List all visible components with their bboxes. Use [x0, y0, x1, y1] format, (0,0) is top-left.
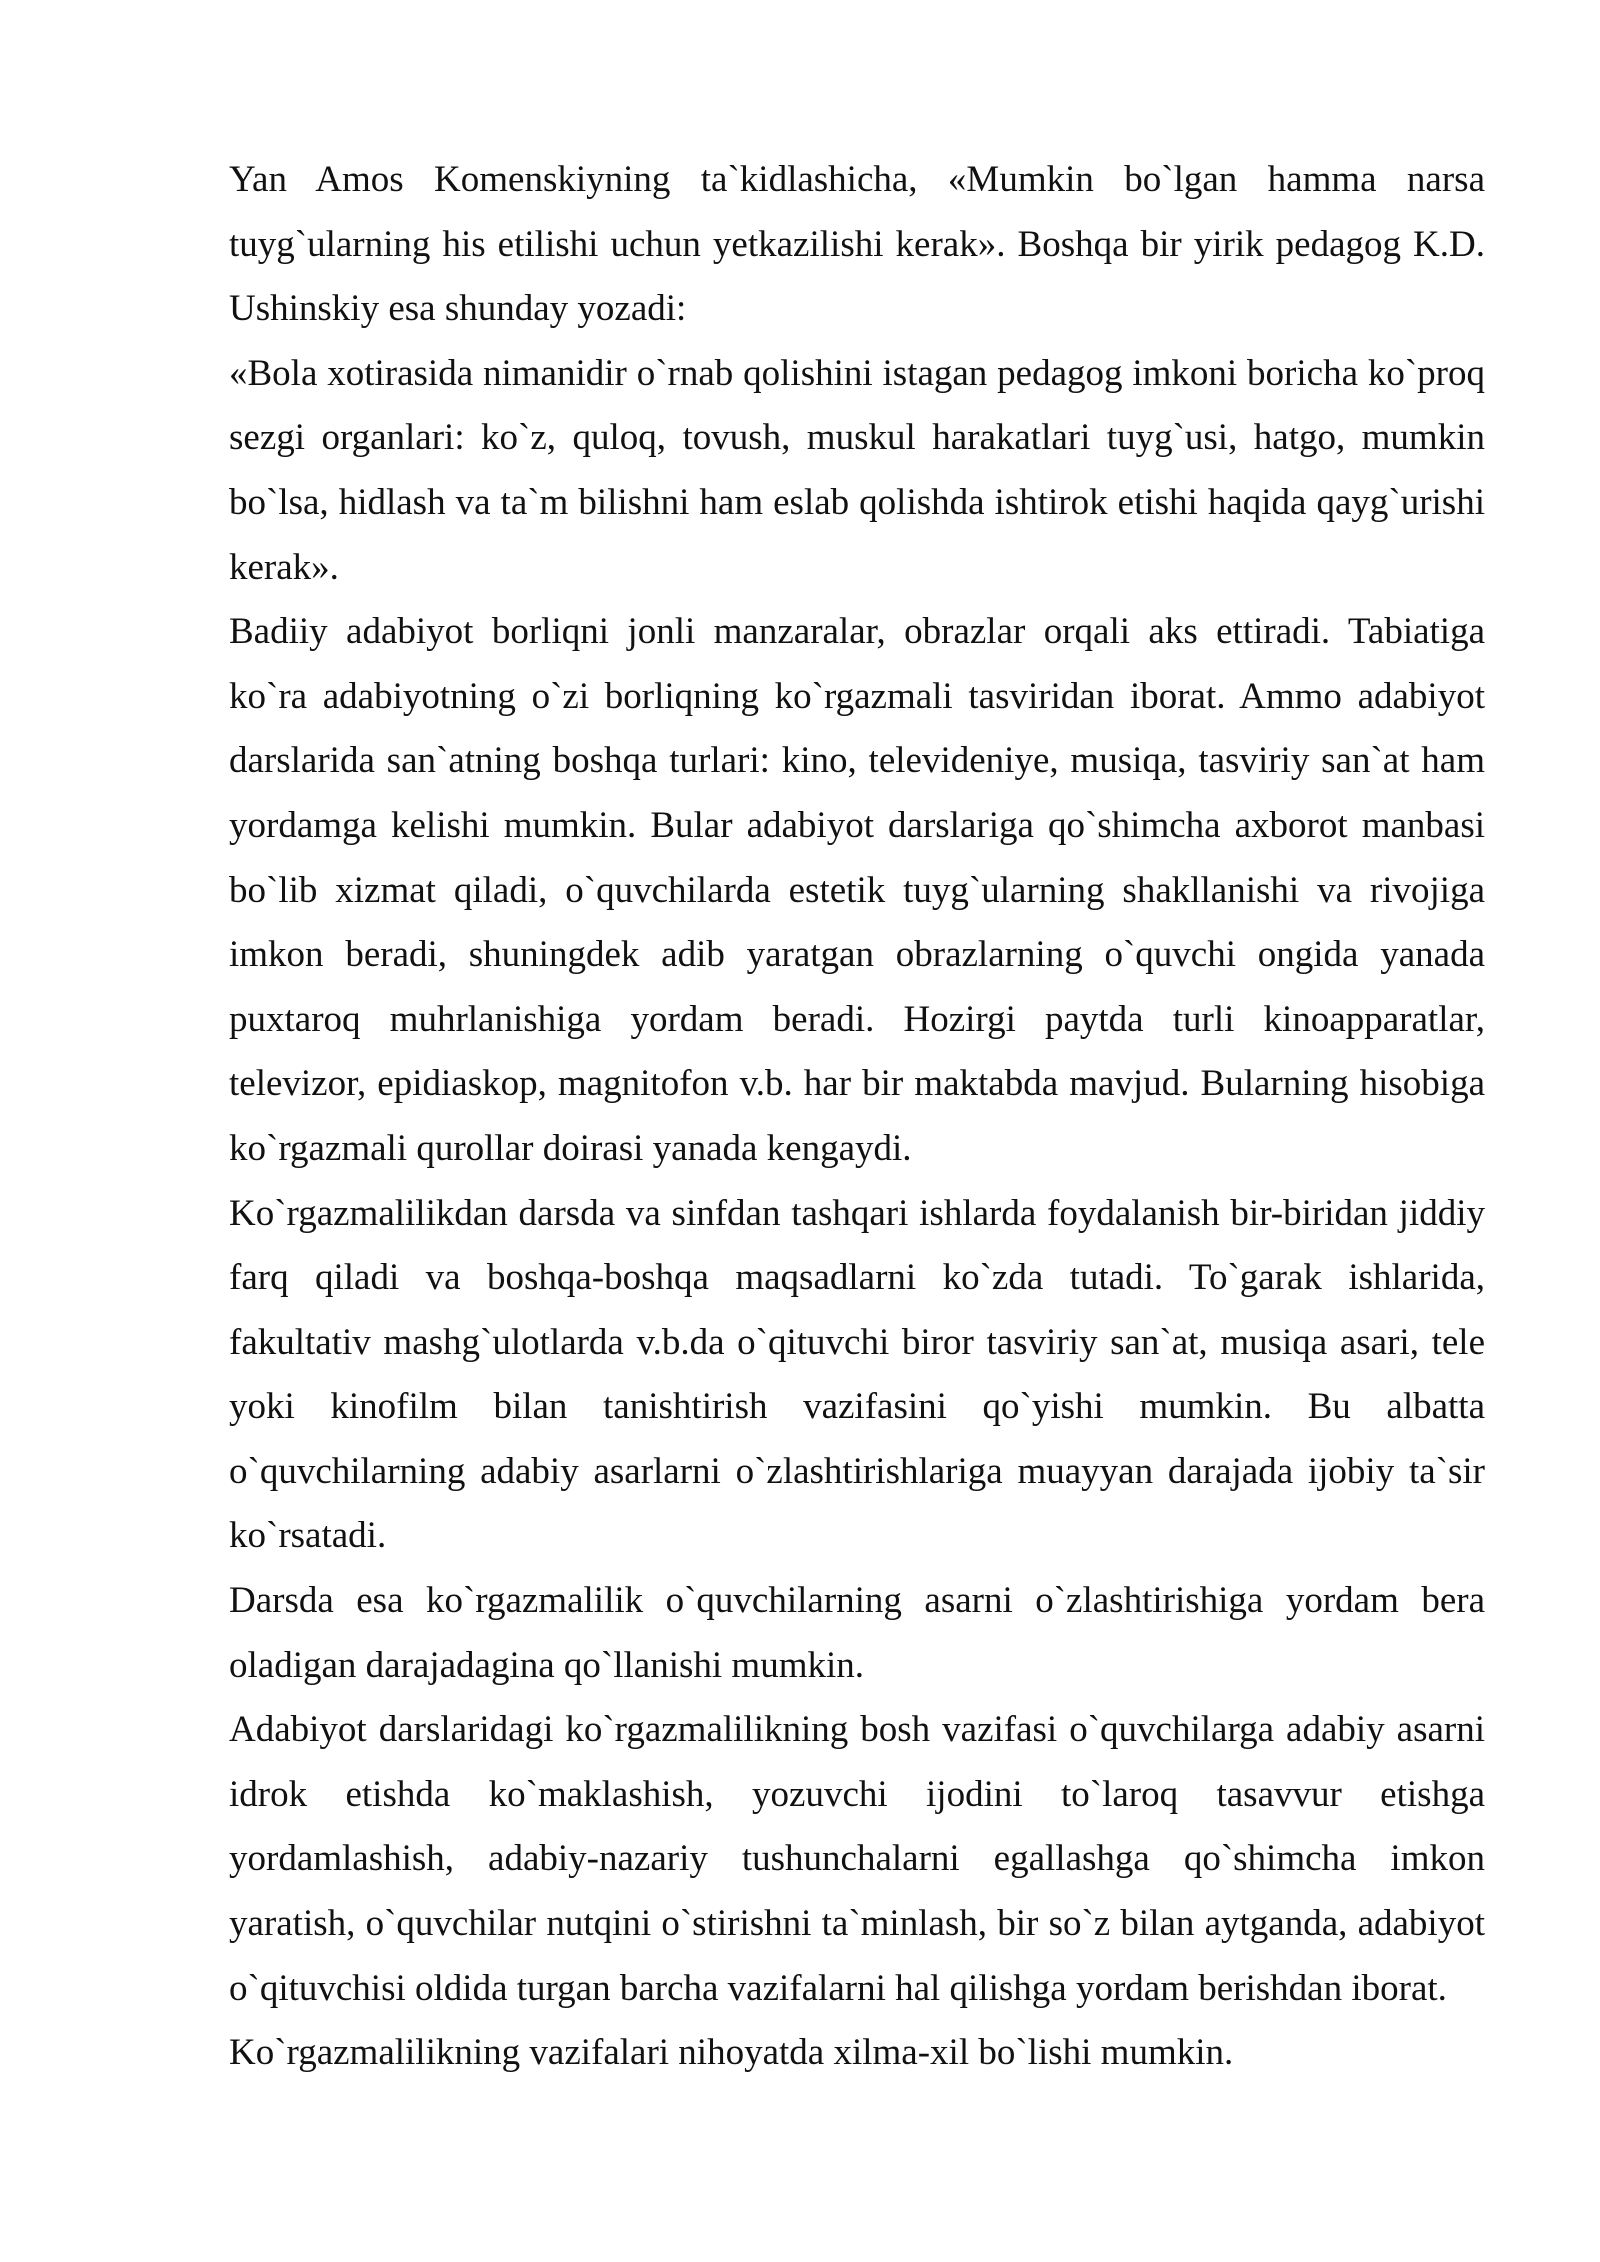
paragraph-komenskiy-quote: Yan Amos Komenskiyning ta`kidlashicha, «Mumkin bo`lgan hamma narsa tuyg`ularning his etilishi uchun yetkazilishi kerak». Boshqa bir yirik pedagog K.D. Ushinskiy esa shunday yozadi: [229, 159, 1485, 330]
paragraph-darsda-esa: Darsda esa ko`rgazmalilik o`quvchilarning asarni o`zlashtirishiga yordam bera oladigan darajadagina qo`llanishi mumkin. [229, 1580, 1485, 1686]
document-body [229, 148, 1485, 2086]
paragraph-vazifalari: Ko`rgazmalilikning vazifalari nihoyatda xilma-xil bo`lishi mumkin. [229, 2032, 1234, 2074]
paragraph-bosh-vazifa: Adabiyot darslaridagi ko`rgazmalilikning bosh vazifasi o`quvchilarga adabiy asarni idrok etishda ko`maklashish, yozuvchi ijodini to`laroq tasavvur etishga yordamlashish, adabiy-nazariy tushunchalarni egallashga qo`shimcha imkon yaratish, o`quvchilar nutqini o`stirishni ta`minlash, bir so`z bilan aytganda, adabiyot o`qituvchisi oldida turgan barcha vazifalarni hal qilishga yordam berishdan iborat. [229, 1709, 1485, 2009]
paragraph-korgazmalilik-darsda: Ko`rgazmalilikdan darsda va sinfdan tashqari ishlarda foydalanish bir-biridan jiddiy farq qiladi va boshqa-boshqa maqsadlarni ko`zda tutadi. To`garak ishlarida, fakultativ mashg`ulotlarda v.b.da o`qituvchi biror tasviriy san`at, musiqa asari, tele yoki kinofilm bilan tanishtirish vazifasini qo`yishi mumkin. Bu albatta o`quvchilarning adabiy asarlarni o`zlashtirishlariga muayyan darajada ijobiy ta`sir ko`rsatadi. [229, 1192, 1485, 1557]
paragraph-badiiy-adabiyot: Badiiy adabiyot borliqni jonli manzaralar, obrazlar orqali aks ettiradi. Tabiatiga ko`ra adabiyotning o`zi borliqning ko`rgazmali tasviridan iborat. Ammo adabiyot darslarida san`atning boshqa turlari: kino, televideniye, musiqa, tasviriy san`at ham yordamga kelishi mumkin. Bular adabiyot darslariga qo`shimcha axborot manbasi bo`lib xizmat qiladi, o`quvchilarda estetik tuyg`ularning shakllanishi va rivojiga imkon beradi, shuningdek adib yaratgan obrazlarning o`quvchi ongida yanada puxtaroq muhrlanishiga yordam beradi. Hozirgi paytda turli kinoapparatlar, televizor, epidiaskop, magnitofon v.b. har bir maktabda mavjud. Bularning hisobiga ko`rgazmali qurollar doirasi yanada kengaydi. [229, 611, 1485, 1169]
paragraph-ushinskiy-quote: «Bola xotirasida nimanidir o`rnab qolishini istagan pedagog imkoni boricha ko`proq sezgi organlari: ko`z, quloq, tovush, muskul harakatlari tuyg`usi, hatgo, mumkin bo`lsa, hidlash va ta`m bilishni ham eslab qolishda ishtirok etishi haqida qayg`urishi kerak». [229, 352, 1485, 588]
